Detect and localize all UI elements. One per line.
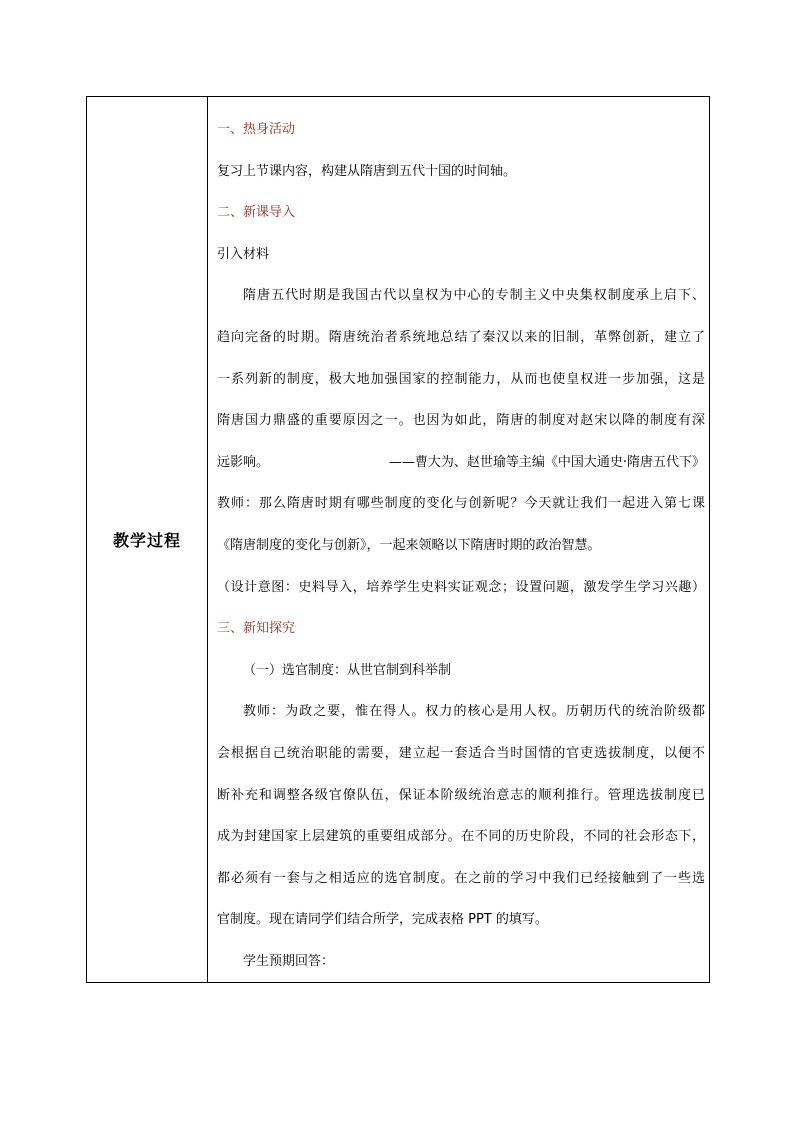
explore-line-3: 断补充和调整各级官僚队伍，保证本阶级统治意志的顺利推行。管理选拔制度已 xyxy=(217,787,705,803)
content-body xyxy=(208,97,709,982)
material-line-5 xyxy=(217,442,705,484)
material-line-1: 隋唐五代时期是我国古代以皇权为中心的专制主义中央集权制度承上启下、 xyxy=(243,288,705,304)
explore-line-5: 都必须有一套与之相适应的选官制度。在之前的学习中我们已经接触到了一些选 xyxy=(217,870,705,886)
label-cell xyxy=(87,97,208,983)
design-intent: （设计意图：史料导入，培养学生史料实证观念；设置问题，激发学生学习兴趣） xyxy=(217,579,705,595)
expected-answer: 学生预期回答： xyxy=(243,953,335,969)
material-line-4: 隋唐国力鼎盛的重要原因之一。也因为如此，隋唐的制度对赵宋以降的制度有深 xyxy=(217,413,705,429)
material-line-3: 一系列新的制度，极大地加强国家的控制能力，从而也使皇权进一步加强，这是 xyxy=(217,371,705,387)
lesson-plan-table xyxy=(86,96,710,983)
explore-line-1: 教师：为政之要，惟在得人。权力的核心是用人权。历朝历代的统治阶级都 xyxy=(243,704,705,720)
paragraph-review: 复习上节课内容，构建从隋唐到五代十国的时间轴。 xyxy=(217,163,517,179)
explore-line-6: 官制度。现在请同学们结合所学，完成表格 PPT 的填写。 xyxy=(217,912,548,928)
heading-intro: 二、新课导入 xyxy=(217,205,296,221)
section-label: 教学过程 xyxy=(112,531,181,551)
paragraph-material-intro: 引入材料 xyxy=(217,246,270,262)
teacher-line-1: 教师：那么隋唐时期有哪些制度的变化与创新呢？今天就让我们一起进入第七课 xyxy=(217,496,705,512)
material-ending: 远影响。 xyxy=(217,454,270,470)
content-cell xyxy=(208,97,710,983)
subheading-selection: （一）选官制度：从世官制到科举制 xyxy=(243,662,452,678)
material-attribution: ——曹大为、赵世瑜等主编《中国大通史·隋唐五代下》 xyxy=(388,454,705,470)
table-row xyxy=(87,97,710,983)
material-line-2: 趋向完备的时期。隋唐统治者系统地总结了秦汉以来的旧制，革弊创新，建立了 xyxy=(217,329,705,345)
explore-line-2: 会根据自己统治职能的需要，建立起一套适合当时国情的官吏选拔制度，以便不 xyxy=(217,745,705,761)
teacher-line-2: 《隋唐制度的变化与创新》，一起来领略以下隋唐时期的政治智慧。 xyxy=(217,537,601,553)
explore-line-4: 成为封建国家上层建筑的重要组成部分。在不同的历史阶段，不同的社会形态下， xyxy=(217,829,705,845)
heading-warmup: 一、热身活动 xyxy=(217,122,296,137)
heading-explore: 三、新知探究 xyxy=(217,621,296,637)
